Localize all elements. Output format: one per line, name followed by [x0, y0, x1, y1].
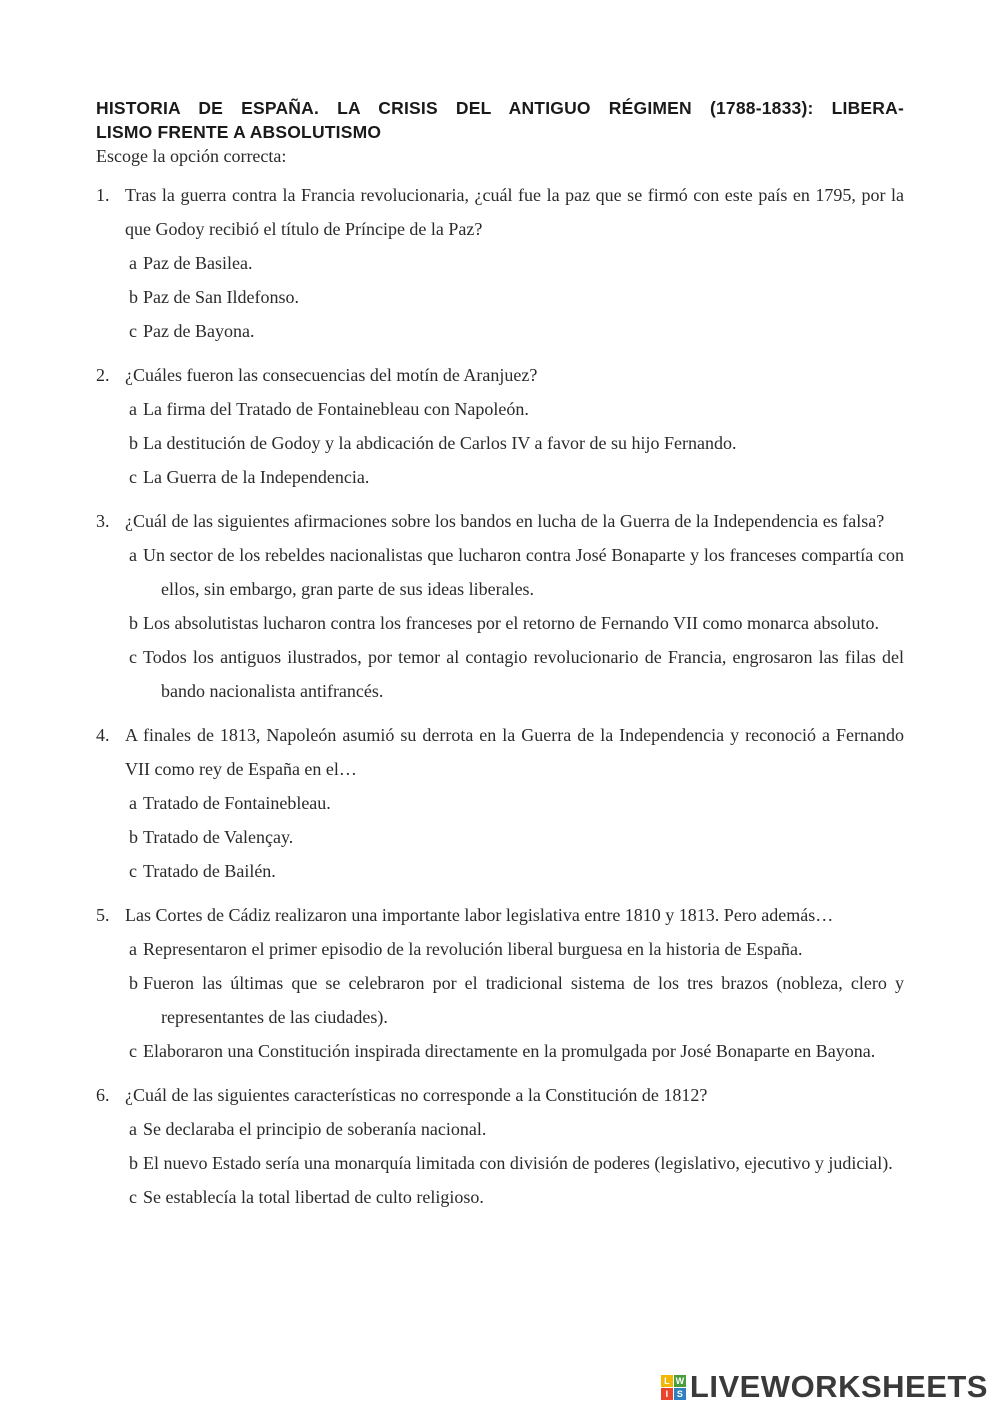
option-text: Un sector de los rebeldes nacionalistas que lucharon contra José Bonaparte y los franceses compartía con ellos, sin embargo, gran parte de sus ideas liberales. [143, 545, 904, 599]
option-text: La destitución de Godoy y la abdicación de Carlos IV a favor de su hijo Fernando. [143, 433, 737, 453]
option-text: Tratado de Valençay. [143, 827, 294, 847]
option-text: Paz de Basilea. [143, 253, 253, 273]
answer-option-c[interactable] [129, 854, 904, 888]
option-letter: c [129, 647, 137, 667]
logo-mark-icon [661, 1375, 686, 1400]
option-letter: a [129, 793, 137, 813]
question-number: 2. [96, 365, 110, 385]
question-text: ¿Cuál de las siguientes afirmaciones sobre los bandos en lucha de la Guerra de la Independencia es falsa? [125, 511, 885, 531]
option-letter: a [129, 545, 137, 565]
option-text: Representaron el primer episodio de la revolución liberal burguesa en la historia de España. [143, 939, 803, 959]
answer-option-b[interactable] [129, 426, 904, 460]
option-text: El nuevo Estado sería una monarquía limitada con división de poderes (legislativo, ejecutivo y judicial). [143, 1153, 893, 1173]
title-line-1: HISTORIA DE ESPAÑA. LA CRISIS DEL ANTIGUO RÉGIMEN (1788-1833): LIBERA- [96, 98, 904, 118]
option-text: La firma del Tratado de Fontainebleau con Napoleón. [143, 399, 529, 419]
option-text: Elaboraron una Constitución inspirada directamente en la promulgada por José Bonaparte en Bayona. [143, 1041, 876, 1061]
question-5 [96, 898, 904, 932]
instruction-text: Escoge la opción correcta: [96, 146, 287, 166]
title-line-2: LISMO FRENTE A ABSOLUTISMO [96, 122, 382, 142]
option-letter: b [129, 433, 138, 453]
liveworksheets-logo [661, 1369, 988, 1405]
option-text: La Guerra de la Independencia. [143, 467, 370, 487]
option-letter: a [129, 1119, 137, 1139]
answer-option-a[interactable] [129, 538, 904, 606]
option-letter: b [129, 287, 138, 307]
logo-mark-cell: L [661, 1375, 673, 1387]
option-text: Los absolutistas lucharon contra los franceses por el retorno de Fernando VII como monarca absoluto. [143, 613, 879, 633]
option-letter: a [129, 399, 137, 419]
answer-option-a[interactable] [129, 1112, 904, 1146]
question-text: ¿Cuál de las siguientes características no corresponde a la Constitución de 1812? [125, 1085, 708, 1105]
option-letter: c [129, 1041, 137, 1061]
option-text: Paz de Bayona. [143, 321, 255, 341]
answer-option-b[interactable] [129, 280, 904, 314]
question-number: 5. [96, 905, 110, 925]
option-letter: c [129, 467, 137, 487]
option-text: Paz de San Ildefonso. [143, 287, 299, 307]
answer-option-a[interactable] [129, 932, 904, 966]
logo-mark-cell: W [675, 1375, 685, 1386]
answer-option-c[interactable] [129, 640, 904, 708]
answer-option-c[interactable] [129, 460, 904, 494]
answer-option-c[interactable] [129, 1034, 904, 1068]
question-text: Tras la guerra contra la Francia revolucionaria, ¿cuál fue la paz que se firmó con este país en 1795, por la que Godoy recibió el título de Príncipe de la Paz? [125, 185, 904, 239]
answer-option-a[interactable] [129, 392, 904, 426]
question-text: ¿Cuáles fueron las consecuencias del motín de Aranjuez? [125, 365, 538, 385]
option-text: Tratado de Fontainebleau. [143, 793, 331, 813]
question-list [96, 178, 904, 1214]
option-letter: a [129, 939, 137, 959]
option-letter: b [129, 827, 138, 847]
option-text: Se declaraba el principio de soberanía nacional. [143, 1119, 487, 1139]
answer-option-b[interactable] [129, 1146, 904, 1180]
answer-option-b[interactable] [129, 966, 904, 1034]
option-letter: b [129, 973, 138, 993]
question-text: Las Cortes de Cádiz realizaron una importante labor legislativa entre 1810 y 1813. Pero además… [125, 905, 834, 925]
question-text: A finales de 1813, Napoleón asumió su derrota en la Guerra de la Independencia y reconoció a Fernando VII como rey de España en el… [125, 725, 904, 779]
answer-option-b[interactable] [129, 820, 904, 854]
question-number: 3. [96, 511, 110, 531]
question-3 [96, 504, 904, 538]
option-letter: c [129, 861, 137, 881]
question-2 [96, 358, 904, 392]
question-4 [96, 718, 904, 786]
option-text: Tratado de Bailén. [143, 861, 276, 881]
option-text: Se establecía la total libertad de culto religioso. [143, 1187, 484, 1207]
worksheet-page [96, 96, 904, 1214]
page-title [96, 96, 904, 144]
option-letter: b [129, 1153, 138, 1173]
logo-mark-cell: I [661, 1388, 673, 1400]
answer-option-c[interactable] [129, 314, 904, 348]
question-1 [96, 178, 904, 246]
answer-option-a[interactable] [129, 786, 904, 820]
question-number: 6. [96, 1085, 110, 1105]
option-text: Todos los antiguos ilustrados, por temor al contagio revolucionario de Francia, engrosaron las filas del bando nacionalista antifrancés. [143, 647, 904, 701]
question-number: 1. [96, 185, 110, 205]
option-letter: c [129, 1187, 137, 1207]
option-letter: a [129, 253, 137, 273]
option-text: Fueron las últimas que se celebraron por el tradicional sistema de los tres brazos (nobleza, clero y representantes de las ciudades). [143, 973, 904, 1027]
answer-option-c[interactable] [129, 1180, 904, 1214]
question-number: 4. [96, 725, 110, 745]
answer-option-a[interactable] [129, 246, 904, 280]
option-letter: c [129, 321, 137, 341]
answer-option-b[interactable] [129, 606, 904, 640]
logo-text: LIVEWORKSHEETS [689, 1369, 988, 1404]
option-letter: b [129, 613, 138, 633]
logo-mark-cell: S [674, 1388, 686, 1400]
question-6 [96, 1078, 904, 1112]
